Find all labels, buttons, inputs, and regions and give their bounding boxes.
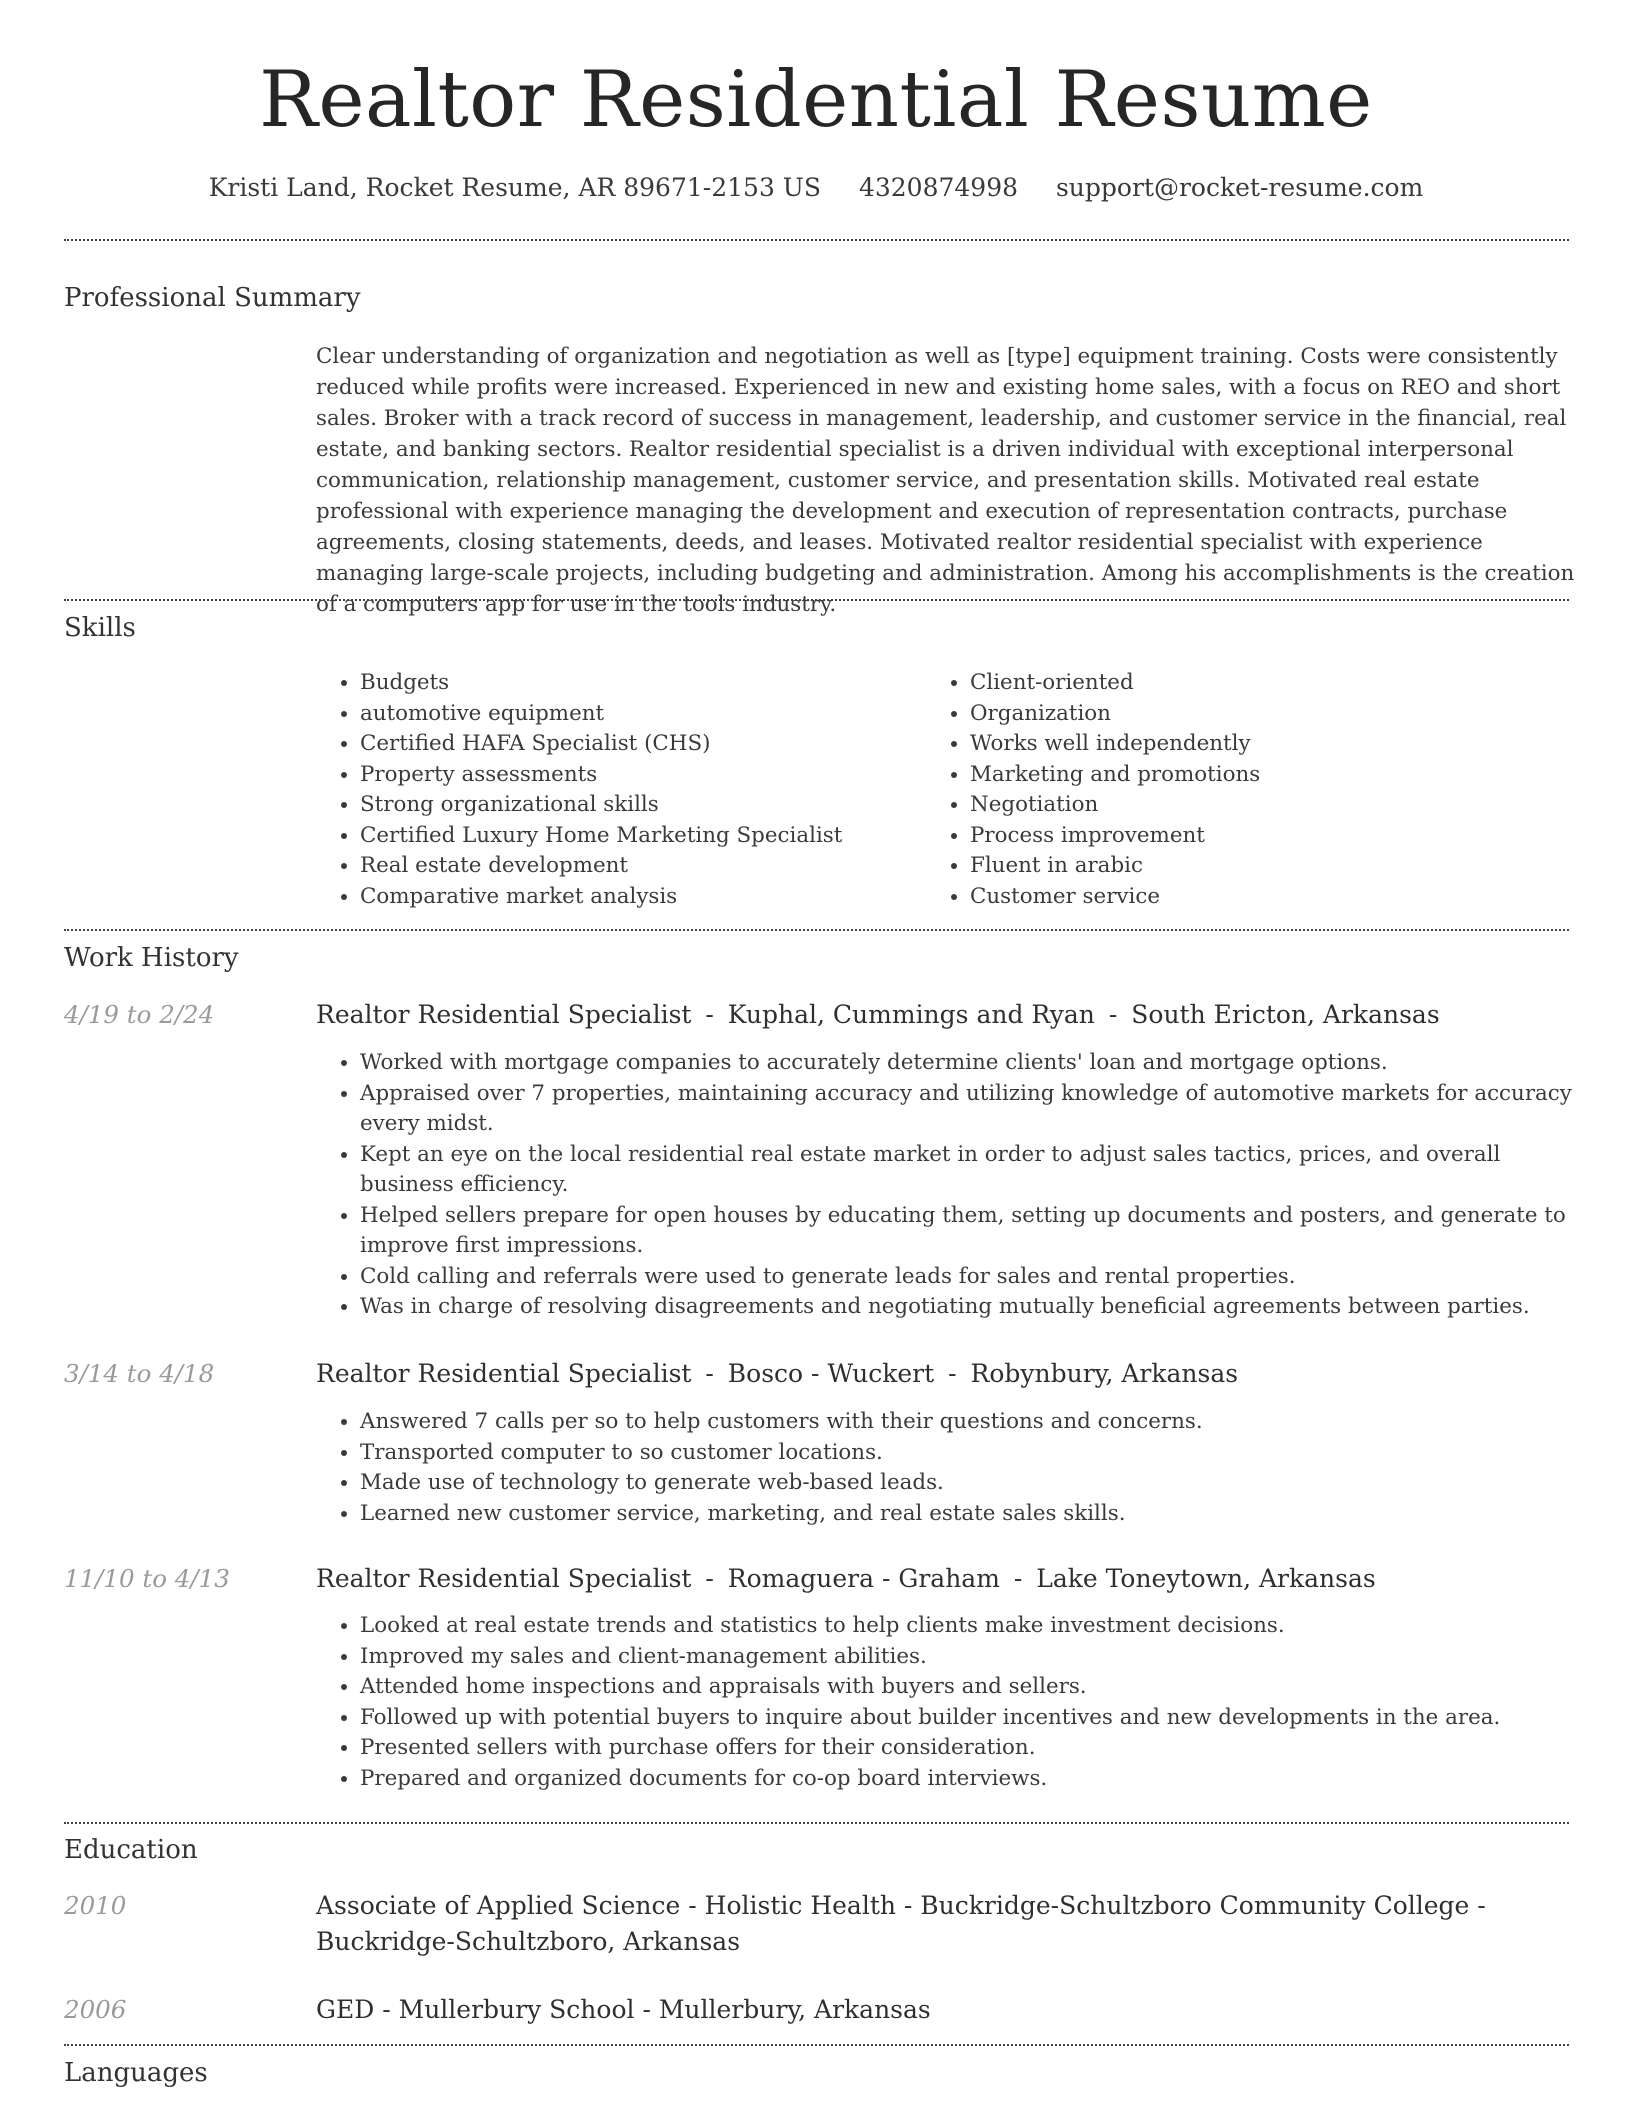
job-bullets: [316, 1611, 1576, 1794]
job-bullet: • Transported computer to so customer locations.: [360, 1438, 1576, 1469]
education-year: 2010: [64, 1891, 127, 1920]
section-divider: [64, 1822, 1569, 1824]
education-entry: Associate of Applied Science - Holistic Health - Buckridge-Schultzboro Community College - Buckridge-Schultzboro, Arkansas: [316, 1891, 1486, 1956]
skill-item: • Strong organizational skills: [360, 790, 920, 821]
job-title-line: Realtor Residential Specialist - Bosco - Wuckert - Robynbury, Arkansas: [316, 1359, 1239, 1388]
section-divider: [64, 2044, 1569, 2046]
job-bullet: • Looked at real estate trends and statistics to help clients make investment decisions.: [360, 1611, 1576, 1642]
job-location: Robynbury, Arkansas: [970, 1359, 1239, 1388]
education-heading: Education: [64, 1835, 198, 1865]
job-bullet: • Followed up with potential buyers to inquire about builder incentives and new developments in the area.: [360, 1703, 1576, 1734]
section-divider: [64, 599, 1569, 601]
contact-email: support@rocket-resume.com: [1055, 173, 1424, 202]
skill-item: • Negotiation: [970, 790, 1570, 821]
section-divider: [64, 929, 1569, 931]
skill-item: • automotive equipment: [360, 699, 920, 730]
job-bullet: • Kept an eye on the local residential real estate market in order to adjust sales tactics, prices, and overall business efficiency.: [360, 1140, 1576, 1201]
job-dates: 11/10 to 4/13: [64, 1564, 230, 1593]
job-bullet: • Made use of technology to generate web-based leads.: [360, 1468, 1576, 1499]
skill-item: • Comparative market analysis: [360, 882, 920, 913]
skill-item: • Certified HAFA Specialist (CHS): [360, 729, 920, 760]
skill-item: • Budgets: [360, 668, 920, 699]
summary-text: Clear understanding of organization and negotiation as well as [type] equipment training. Costs were consistently reduced while profits were increased. Experienced in new and existing home sales, with a focus on REO and short sales. Broker with a track record of success in management, leadership, and customer service in the financial, real estate, and banking sectors. Realtor residential specialist is a driven individual with exceptional interpersonal communication, relationship management, customer service, and presentation skills. Motivated real estate professional with experience managing the development and execution of representation contracts, purchase agreements, closing statements, deeds, and leases. Motivated realtor residential specialist with experience managing large-scale projects, including budgeting and administration. Among his accomplishments is the creation of a computers app for use in the tools industry.: [316, 344, 1575, 617]
job-bullet: • Presented sellers with purchase offers for their consideration.: [360, 1733, 1576, 1764]
languages-heading: Languages: [64, 2058, 208, 2088]
summary-heading: Professional Summary: [64, 283, 361, 313]
job-bullet: • Appraised over 7 properties, maintaining accuracy and utilizing knowledge of automotive markets for accuracy every midst.: [360, 1079, 1576, 1140]
job-bullet: • Answered 7 calls per so to help customers with their questions and concerns.: [360, 1407, 1576, 1438]
job-bullet: • Worked with mortgage companies to accurately determine clients' loan and mortgage options.: [360, 1048, 1576, 1079]
job-bullets: [316, 1407, 1576, 1529]
work-history-heading: Work History: [64, 943, 239, 973]
contact-address: Kristi Land, Rocket Resume, AR 89671-2153 US: [208, 173, 821, 202]
job-bullet: • Attended home inspections and appraisals with buyers and sellers.: [360, 1672, 1576, 1703]
job-bullet: • Cold calling and referrals were used to generate leads for sales and rental properties.: [360, 1262, 1576, 1293]
skill-item: • Works well independently: [970, 729, 1570, 760]
skills-list-right: [926, 668, 1570, 912]
job-bullet: • Improved my sales and client-management abilities.: [360, 1642, 1576, 1673]
contact-phone: 4320874998: [858, 173, 1019, 202]
skills-heading: Skills: [64, 613, 136, 643]
job-company: Bosco - Wuckert: [727, 1359, 935, 1388]
resume-title: Realtor Residential Resume: [259, 55, 1373, 145]
skill-item: • Certified Luxury Home Marketing Specialist: [360, 821, 920, 852]
skill-item: • Marketing and promotions: [970, 760, 1570, 791]
job-bullets: [316, 1048, 1576, 1323]
job-bullet: • Was in charge of resolving disagreements and negotiating mutually beneficial agreements between parties.: [360, 1292, 1576, 1323]
job-company: Kuphal, Cummings and Ryan: [727, 1000, 1095, 1029]
job-bullet: • Helped sellers prepare for open houses by educating them, setting up documents and posters, and generate to improve first impressions.: [360, 1201, 1576, 1262]
job-dates: 4/19 to 2/24: [64, 1000, 215, 1029]
job-dates: 3/14 to 4/18: [64, 1359, 215, 1388]
job-title: Realtor Residential Specialist: [316, 1564, 692, 1593]
skill-item: • Customer service: [970, 882, 1570, 913]
job-bullet: • Prepared and organized documents for co-op board interviews.: [360, 1764, 1576, 1795]
skill-item: • Property assessments: [360, 760, 920, 791]
job-title: Realtor Residential Specialist: [316, 1359, 692, 1388]
section-divider: [64, 239, 1569, 241]
education-year: 2006: [64, 1995, 127, 2024]
skills-list-left: [316, 668, 920, 912]
job-location: South Ericton, Arkansas: [1131, 1000, 1440, 1029]
skill-item: • Process improvement: [970, 821, 1570, 852]
contact-line: [0, 170, 1632, 206]
job-title-line: Realtor Residential Specialist - Romaguera - Graham - Lake Toneytown, Arkansas: [316, 1564, 1376, 1593]
job-location: Lake Toneytown, Arkansas: [1036, 1564, 1376, 1593]
job-title-line: Realtor Residential Specialist - Kuphal, Cummings and Ryan - South Ericton, Arkansas: [316, 1000, 1440, 1029]
skill-item: • Client-oriented: [970, 668, 1570, 699]
skill-item: • Real estate development: [360, 851, 920, 882]
job-bullet: • Learned new customer service, marketing, and real estate sales skills.: [360, 1499, 1576, 1530]
skill-item: • Fluent in arabic: [970, 851, 1570, 882]
education-entry: GED - Mullerbury School - Mullerbury, Arkansas: [316, 1995, 931, 2024]
skill-item: • Organization: [970, 699, 1570, 730]
job-title: Realtor Residential Specialist: [316, 1000, 692, 1029]
job-company: Romaguera - Graham: [727, 1564, 1000, 1593]
